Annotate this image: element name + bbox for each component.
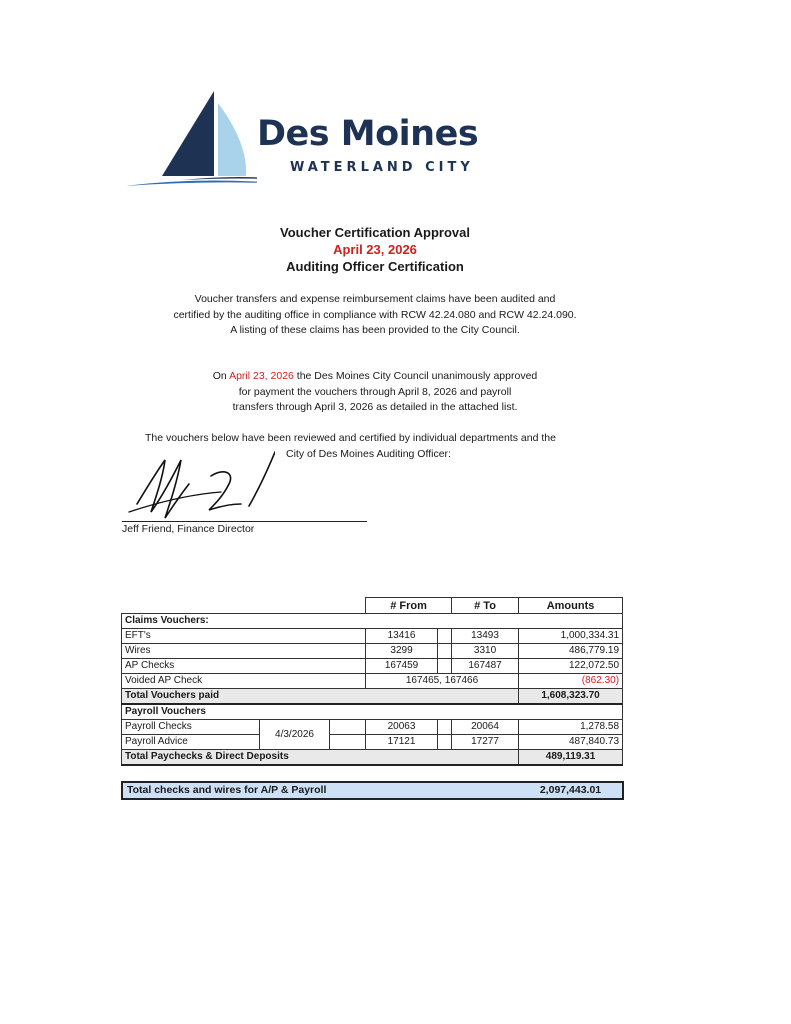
row-to: 167487 (452, 659, 519, 674)
table-header-row (122, 598, 623, 614)
total-vouchers-amount: 1,608,323.70 (519, 689, 623, 705)
voided-amount: (862.30) (519, 674, 623, 689)
logo-tagline: WATERLAND CITY (290, 160, 474, 175)
audit-line-3: A listing of these claims has been provided to the City Council. (230, 324, 520, 336)
voided-check-numbers: 167465, 167466 (366, 674, 519, 689)
claims-section-label: Claims Vouchers: (122, 614, 623, 629)
total-payroll-label: Total Paychecks & Direct Deposits (122, 750, 519, 766)
payroll-section-label: Payroll Vouchers (122, 704, 623, 720)
row-amount: 487,840.73 (519, 735, 623, 750)
table-row (122, 644, 623, 659)
header-amounts: Amounts (519, 598, 623, 614)
council-line-2: for payment the vouchers through April 8, 2026 and payroll (238, 385, 512, 398)
table-row (122, 659, 623, 674)
claims-section-row (122, 614, 623, 629)
header-to: # To (452, 598, 519, 614)
table-row (122, 629, 623, 644)
row-spacer (438, 659, 452, 674)
row-label: EFT's (122, 629, 366, 644)
grand-total-amount: 2,097,443.01 (519, 782, 623, 799)
audit-statement (0, 292, 750, 339)
row-from: 17121 (366, 735, 438, 750)
row-amount: 1,000,334.31 (519, 629, 623, 644)
row-from: 20063 (366, 720, 438, 735)
table-row (122, 735, 623, 750)
row-from: 13416 (366, 629, 438, 644)
document-heading (0, 224, 750, 275)
total-payroll-row (122, 750, 623, 766)
signature-line (122, 521, 367, 522)
row-spacer (330, 720, 366, 735)
grand-total-label: Total checks and wires for A/P & Payroll (122, 782, 519, 799)
review-line-1: The vouchers below have been reviewed and certified by individual departments and the (145, 432, 556, 444)
row-to: 20064 (452, 720, 519, 735)
row-to: 3310 (452, 644, 519, 659)
row-spacer (438, 720, 452, 735)
row-spacer (438, 629, 452, 644)
voucher-table (121, 597, 623, 766)
document-subtitle: Auditing Officer Certification (286, 259, 464, 274)
review-line-2: City of Des Moines Auditing Officer: (286, 447, 451, 460)
logo-city-name: Des Moines (257, 114, 479, 154)
audit-line-2: certified by the auditing office in compliance with RCW 42.24.080 and RCW 42.24.090. (173, 308, 577, 321)
row-from: 167459 (366, 659, 438, 674)
row-spacer (438, 644, 452, 659)
header-blank (122, 598, 366, 614)
council-prefix: On (212, 370, 227, 382)
council-date: April 23, 2026 (229, 370, 294, 382)
row-amount: 122,072.50 (519, 659, 623, 674)
grand-total-table (121, 781, 624, 800)
audit-line-1: Voucher transfers and expense reimbursement claims have been audited and (194, 293, 556, 305)
council-line-1 (0, 369, 750, 385)
handwritten-signature (125, 446, 275, 526)
payroll-date: 4/3/2026 (260, 720, 330, 750)
row-from: 3299 (366, 644, 438, 659)
row-label: Wires (122, 644, 366, 659)
total-payroll-amount: 489,119.31 (519, 750, 623, 766)
total-vouchers-label: Total Vouchers paid (122, 689, 519, 705)
total-vouchers-row (122, 689, 623, 705)
city-logo (122, 88, 522, 196)
row-label: AP Checks (122, 659, 366, 674)
table-row (122, 720, 623, 735)
row-amount: 486,779.19 (519, 644, 623, 659)
council-line-1-rest: the Des Moines City Council unanimously approved (296, 370, 538, 382)
sailboat-icon (122, 88, 257, 196)
document-title: Voucher Certification Approval (280, 225, 470, 240)
grand-total-row (122, 782, 623, 799)
signer-name: Jeff Friend, Finance Director (122, 523, 255, 535)
table-row (122, 674, 623, 689)
row-to: 13493 (452, 629, 519, 644)
header-from: # From (366, 598, 452, 614)
approval-date: April 23, 2026 (333, 242, 417, 257)
row-amount: 1,278.58 (519, 720, 623, 735)
council-statement (0, 369, 750, 416)
council-line-3: transfers through April 3, 2026 as detailed in the attached list. (232, 401, 518, 413)
row-label: Payroll Advice (122, 735, 260, 750)
row-spacer (438, 735, 452, 750)
payroll-section-row (122, 704, 623, 720)
row-spacer (330, 735, 366, 750)
row-label: Payroll Checks (122, 720, 260, 735)
row-label: Voided AP Check (122, 674, 366, 689)
row-to: 17277 (452, 735, 519, 750)
